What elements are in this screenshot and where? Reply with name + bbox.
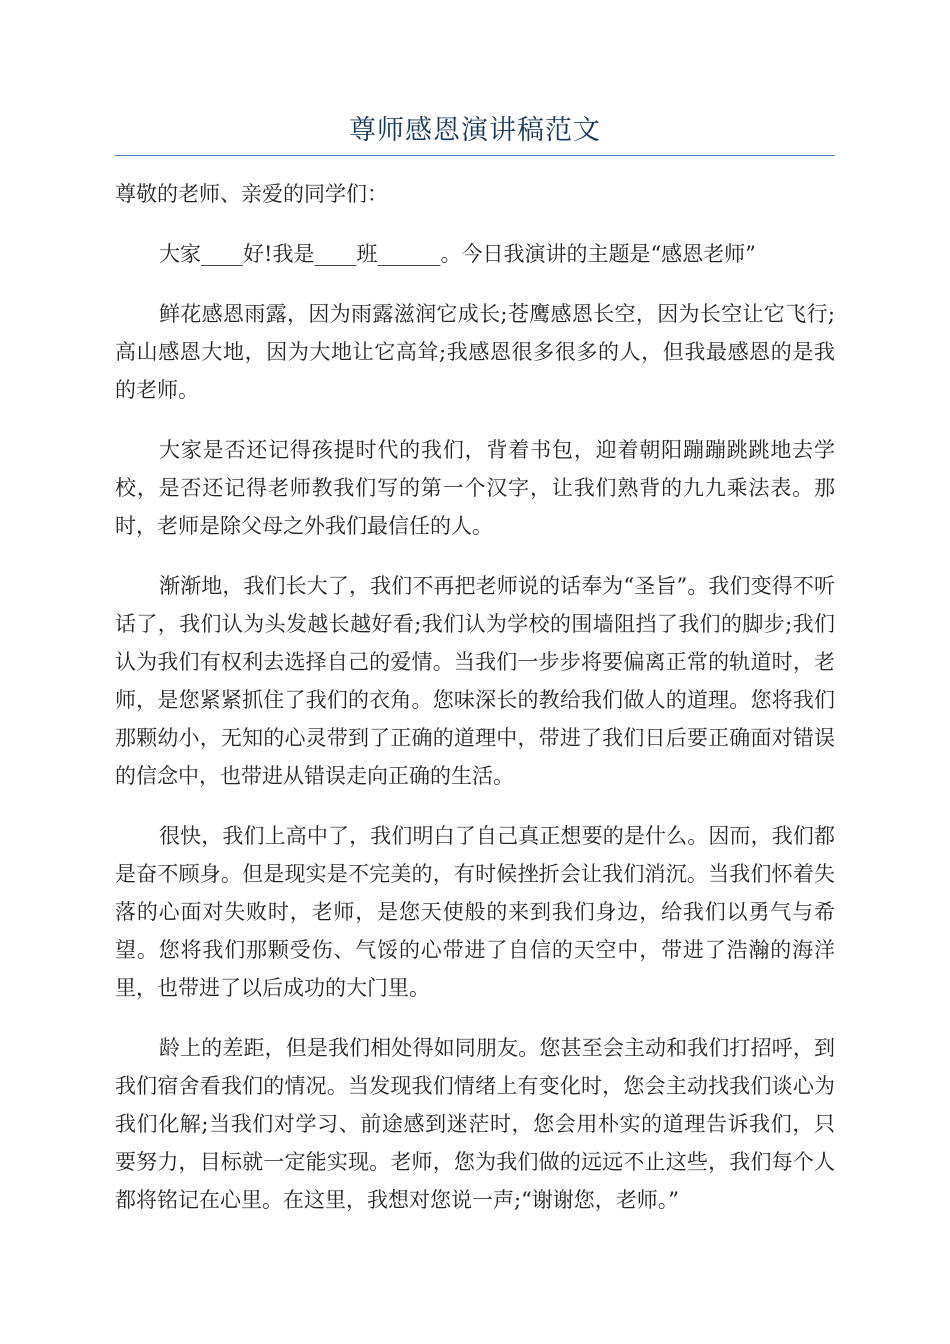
document-body (115, 175, 835, 1241)
paragraph-growing-up: 渐渐地，我们长大了，我们不再把老师说的话奉为“圣旨”。我们变得不听话了，我们认为头发越长越好看;我们认为学校的围墙阻挡了我们的脚步;我们认为我们有权利去选择自己的爱情。当我们一步步将要偏离正常的轨道时，老师，是您紧紧抓住了我们的衣角。您味深长的教给我们做人的道理。您将我们那颗幼小，无知的心灵带到了正确的道理中，带进了我们日后要正确面对错误的信念中，也带进从错误走向正确的生活。 (115, 574, 835, 788)
salutation: 尊敬的老师、亲爱的同学们： (115, 182, 388, 206)
paragraph-childhood: 大家是否还记得孩提时代的我们，背着书包，迎着朝阳蹦蹦跳跳地去学校，是否还记得老师教我们写的第一个汉字，让我们熟背的九九乘法表。那时，老师是除父母之外我们最信任的人。 (115, 438, 835, 538)
document-title: 尊师感恩演讲稿范文 (349, 115, 601, 146)
title-block (115, 108, 835, 156)
paragraph-greeting: 大家____好!我是____班______。今日我演讲的主题是“感恩老师” (159, 242, 756, 266)
paragraph-high-school: 很快，我们上高中了，我们明白了自己真正想要的是什么。因而，我们都是奋不顾身。但是现实是不完美的，有时候挫折会让我们消沉。当我们怀着失落的心面对失败时，老师，是您天使般的来到我们身边，给我们以勇气与希望。您将我们那颗受伤、气馁的心带进了自信的天空中，带进了浩瀚的海洋里，也带进了以后成功的大门里。 (115, 824, 835, 1000)
paragraph-gratitude: 鲜花感恩雨露，因为雨露滋润它成长;苍鹰感恩长空，因为长空让它飞行;高山感恩大地，因为大地让它高耸;我感恩很多很多的人，但我最感恩的是我的老师。 (115, 302, 835, 402)
paragraph-friendship: 龄上的差距，但是我们相处得如同朋友。您甚至会主动和我们打招呼，到我们宿舍看我们的情况。当发现我们情绪上有变化时，您会主动找我们谈心为我们化解;当我们对学习、前途感到迷茫时，您会用朴实的道理告诉我们，只要努力，目标就一定能实现。老师，您为我们做的远远不止这些，我们每个人都将铭记在心里。在这里，我想对您说一声;“谢谢您，老师。” (115, 1036, 835, 1212)
